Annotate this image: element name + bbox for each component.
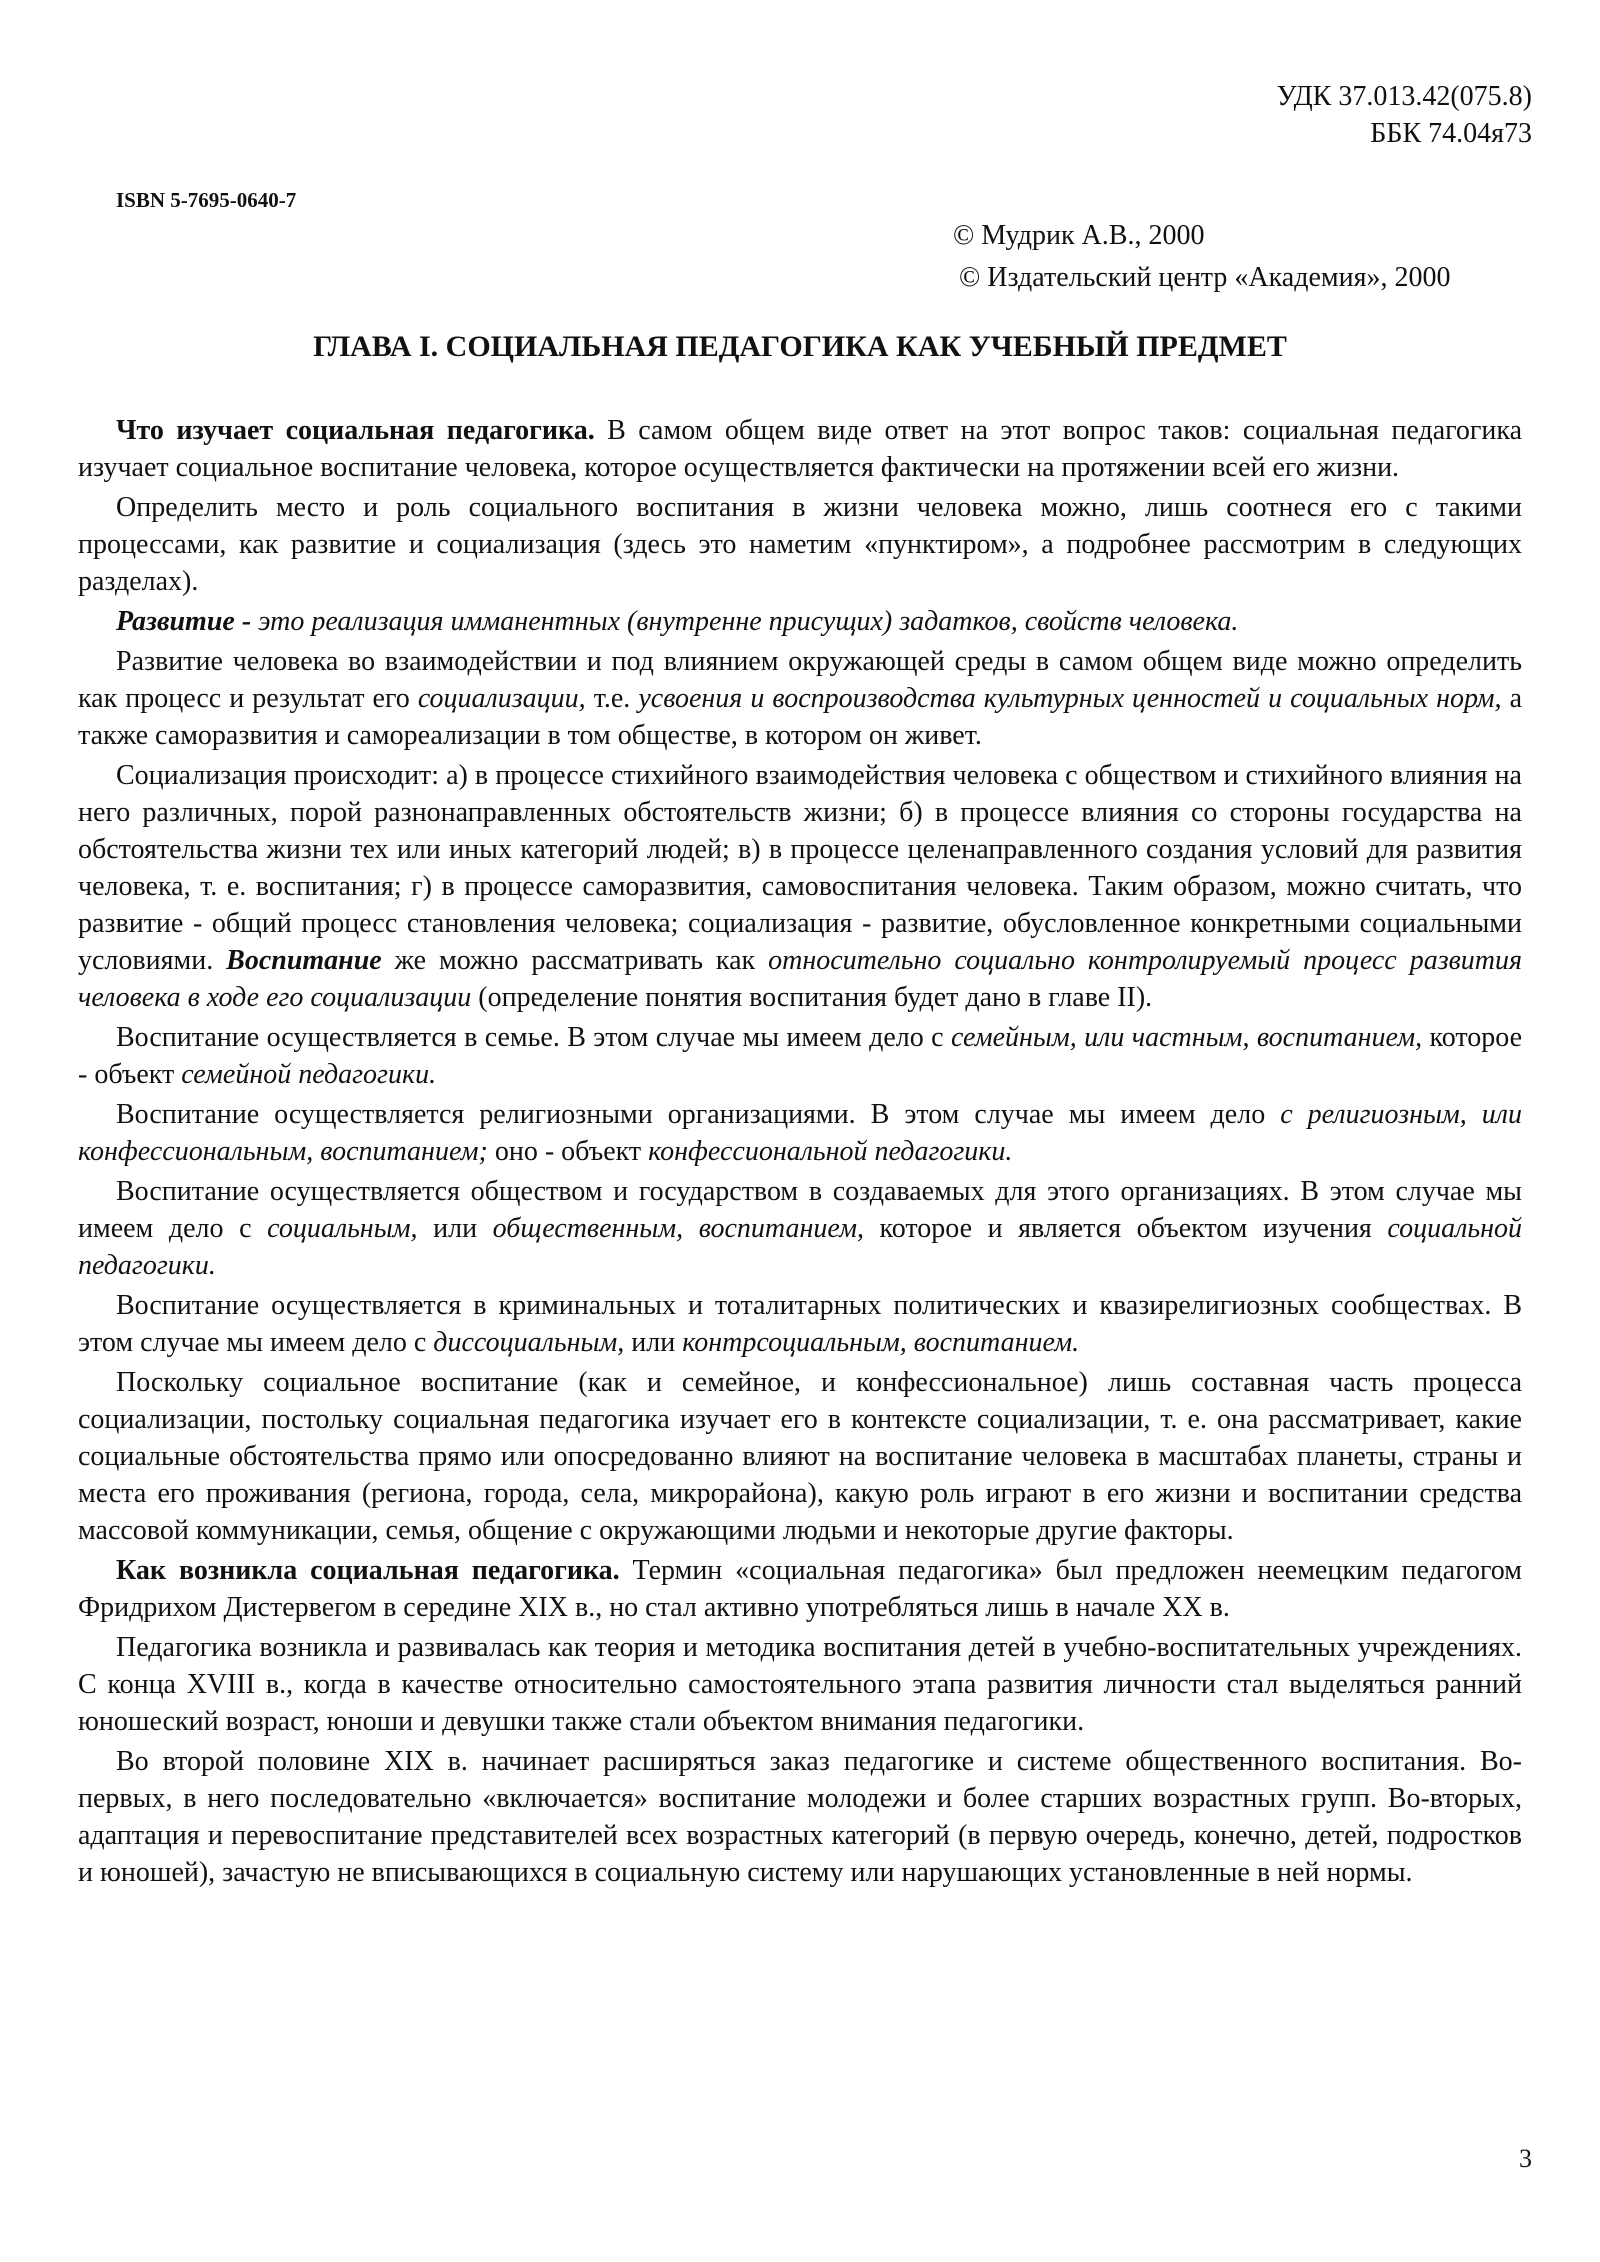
copyright-author: © Мудрик А.В., 2000 [953, 220, 1205, 251]
emphasized-text: социализации, [417, 683, 586, 714]
body-text [78, 412, 1522, 1894]
paragraph-text: Определить место и роль социального воспитания в жизни человека можно, лишь соотнеся его с такими процессами, как развитие и социализация (здесь это наметим «пунктиром», а подробнее рассмотрим в следующих разделах). [78, 492, 1522, 597]
paragraph-text: Воспитание осуществляется религиозными организациями. В этом случае мы имеем дело [116, 1099, 1281, 1130]
emphasized-text: Развитие - [116, 606, 252, 637]
paragraph [78, 603, 1522, 640]
copyright-block [953, 215, 1450, 299]
paragraph [78, 412, 1522, 486]
paragraph-text: т.е. [585, 683, 639, 714]
paragraph-text: которое - объект [78, 1022, 1523, 1090]
paragraph-text: Термин «социальная педагогика» был предложен неемецким педагогом Фридрихом Дистервегом в середине XIX в., но стал активно употребляться лишь в начале XX в. [78, 1555, 1522, 1623]
paragraph [78, 1629, 1522, 1740]
emphasized-text: Что изучает социальная педагогика. [116, 415, 595, 446]
paragraph-text: Воспитание осуществляется обществом и государством в создаваемых для этого организациях. В этом случае мы имеем дело с [78, 1176, 1522, 1244]
paragraph-text: или [624, 1327, 683, 1358]
classification-codes [1277, 78, 1532, 152]
emphasized-text: относительно социально контролируемый процесс развития человека в ходе его социализации [78, 945, 1523, 1013]
paragraph [78, 1173, 1522, 1284]
paragraph [78, 1287, 1522, 1361]
emphasized-text: усвоения и воспроизводства культурных ценностей и социальных норм, [638, 683, 1502, 714]
paragraph-text: Развитие человека во взаимодействии и под влиянием окружающей среды в самом общем виде можно определить как процесс и результат его [78, 646, 1522, 714]
paragraph [78, 1743, 1522, 1891]
emphasized-text: семейным, или частным, воспитанием, [950, 1022, 1423, 1053]
paragraph [78, 1364, 1522, 1549]
emphasized-text: конфессиональной педагогики. [648, 1136, 1013, 1167]
paragraph-text: или [417, 1213, 493, 1244]
paragraph-text: которое и является объектом изучения [863, 1213, 1388, 1244]
paragraph-text: а также саморазвития и самореализации в том обществе, в котором он живет. [78, 683, 1522, 751]
isbn: ISBN 5-7695-0640-7 [116, 188, 297, 212]
paragraph-text: Социализация происходит: а) в процессе стихийного взаимодействия человека с обществом и стихийного влияния на него различных, порой разнонаправленных обстоятельств жизни; б) в процессе влияния со стороны государства на обстоятельства жизни тех или иных категорий людей; в) в процессе целенаправленного создания условий для развития человека, т. е. воспитания; г) в процессе саморазвития, самовоспитания человека. Таким образом, можно считать, что развитие - общий процесс становления человека; социализация - развитие, обусловленное конкретными социальными условиями. [78, 760, 1522, 976]
paragraph [78, 1552, 1522, 1626]
paragraph-text: Во второй половине XIX в. начинает расширяться заказ педагогике и системе общественного воспитания. Во-первых, в него последовательно «включается» воспитание молодежи и более старших возрастных групп. Во-вторых, адаптация и перевоспитание представителей всех возрастных категорий (в первую очередь, конечно, детей, подростков и юношей), зачастую не вписывающихся в социальную систему или нарушающих установленные в ней нормы. [78, 1746, 1522, 1888]
paragraph-text: В самом общем виде ответ на этот вопрос таков: социальная педагогика изучает социальное воспитание человека, которое осуществляется фактически на протяжении всей его жизни. [78, 415, 1523, 483]
paragraph-text: Воспитание осуществляется в семье. В этом случае мы имеем дело с [116, 1022, 951, 1053]
paragraph [78, 1096, 1522, 1170]
emphasized-text: Воспитание [226, 945, 382, 976]
emphasized-text: социальной педагогики. [78, 1213, 1522, 1281]
paragraph-text: (определение понятия воспитания будет дано в главе II). [471, 982, 1153, 1013]
paragraph-text: оно - объект [487, 1136, 649, 1167]
emphasized-text: диссоциальным, [433, 1327, 625, 1358]
paragraph [78, 1019, 1522, 1093]
bbk-code: ББК 74.04я73 [1370, 118, 1532, 149]
emphasized-text: Как возникла социальная педагогика. [116, 1555, 620, 1586]
emphasized-text: социальным, [267, 1213, 418, 1244]
paragraph [78, 643, 1522, 754]
paragraph-text: же можно рассматривать как [381, 945, 769, 976]
page-number: 3 [1519, 2144, 1532, 2173]
paragraph-text: Воспитание осуществляется в криминальных и тоталитарных политических и квазирелигиозных сообществах. В этом случае мы имеем дело с [78, 1290, 1522, 1358]
udk-code: УДК 37.013.42(075.8) [1276, 81, 1532, 112]
emphasized-text: контрсоциальным, воспитанием. [682, 1327, 1080, 1358]
copyright-publisher: © Издательский центр «Академия», 2000 [959, 262, 1451, 293]
emphasized-text: общественным, воспитанием, [492, 1213, 864, 1244]
paragraph-text: Педагогика возникла и развивалась как теория и методика воспитания детей в учебно-воспитательных учреждениях. С конца XVIII в., когда в качестве относительно самостоятельного этапа развития личности стал выделяться ранний юношеский возраст, юноши и девушки также стали объектом внимания педагогики. [78, 1632, 1522, 1737]
paragraph [78, 757, 1522, 1016]
chapter-title: ГЛАВА I. СОЦИАЛЬНАЯ ПЕДАГОГИКА КАК УЧЕБНЫЙ ПРЕДМЕТ [313, 330, 1287, 363]
emphasized-text: это реализация имманентных (внутренне присущих) задатков, свойств человека. [251, 606, 1239, 637]
emphasized-text: семейной педагогики. [181, 1059, 437, 1090]
emphasized-text: с религиозным, или конфессиональным, воспитанием; [78, 1099, 1523, 1167]
paragraph-text: Поскольку социальное воспитание (как и семейное, и конфессиональное) лишь составная часть процесса социализации, постольку социальная педагогика изучает его в контексте социализации, т. е. она рассматривает, какие социальные обстоятельства прямо или опосредованно влияют на воспитание человека в масштабах планеты, страны и места его проживания (региона, города, села, микрорайона), какую роль играют в его жизни и воспитании средства массовой коммуникации, семья, общение с окружающими людьми и некоторые другие факторы. [78, 1367, 1522, 1546]
paragraph [78, 489, 1522, 600]
